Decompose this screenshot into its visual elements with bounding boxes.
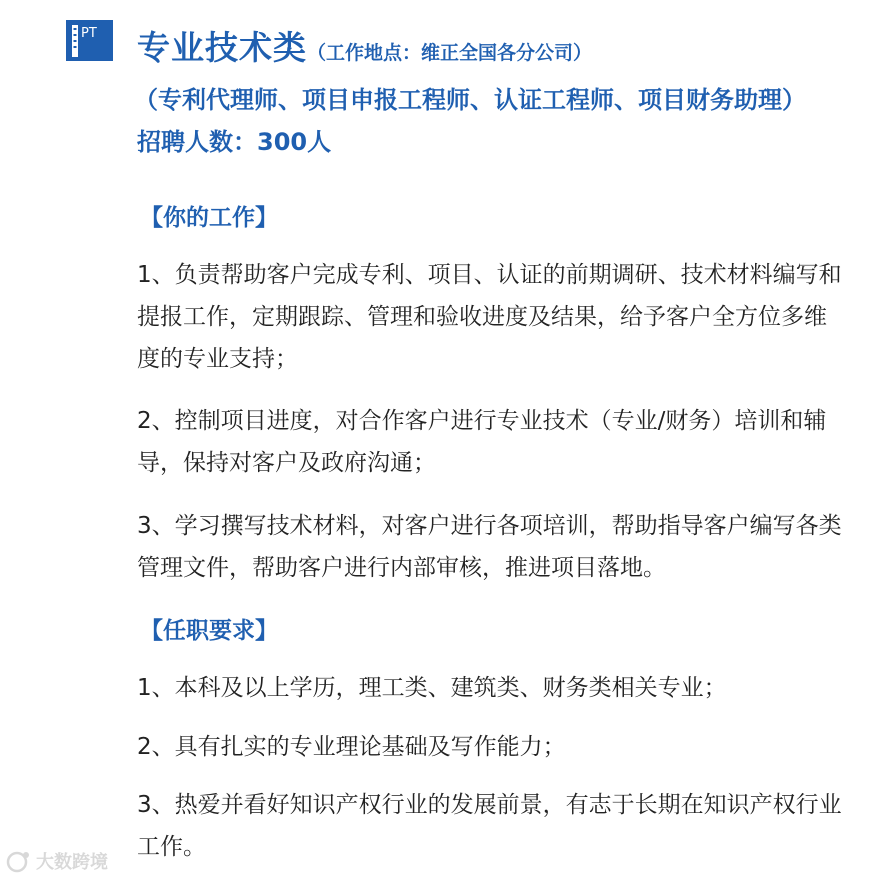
watermark [6,848,108,874]
company-logo [66,20,113,61]
requirement-item-2: 2、具有扎实的专业理论基础及写作能力； [137,734,566,760]
section-heading-requirements: 【任职要求】 [140,618,278,644]
headcount: 招聘人数：300人 [137,128,332,156]
requirement-item-1: 1、本科及以上学历，理工类、建筑类、财务类相关专业； [137,675,727,701]
duty-item-1: 1、负责帮助客户完成专利、项目、认证的前期调研、技术材料编写和提报工作，定期跟踪、管理和验收进度及结果，给予客户全方位多维度的专业支持； [137,262,842,372]
section-heading-duties: 【你的工作】 [140,205,278,231]
duty-item-3: 3、学习撰写技术材料，对客户进行各项培训，帮助指导客户编写各类管理文件，帮助客户进行内部审核，推进项目落地。 [137,513,842,581]
title-main: 专业技术类 [137,28,307,67]
watermark-text: 大数跨境 [36,852,108,873]
position-list: （专利代理师、项目申报工程师、认证工程师、项目财务助理） [134,86,806,114]
logo-text: PT [81,26,97,41]
watermark-icon [6,849,32,873]
work-location: （工作地点：维正全国各分公司） [307,42,593,64]
requirement-item-3: 3、热爱并看好知识产权行业的发展前景，有志于长期在知识产权行业工作。 [137,792,842,860]
page-title [137,22,592,69]
duty-item-2: 2、控制项目进度，对合作客户进行专业技术（专业/财务）培训和辅导，保持对客户及政府沟通； [137,408,827,476]
